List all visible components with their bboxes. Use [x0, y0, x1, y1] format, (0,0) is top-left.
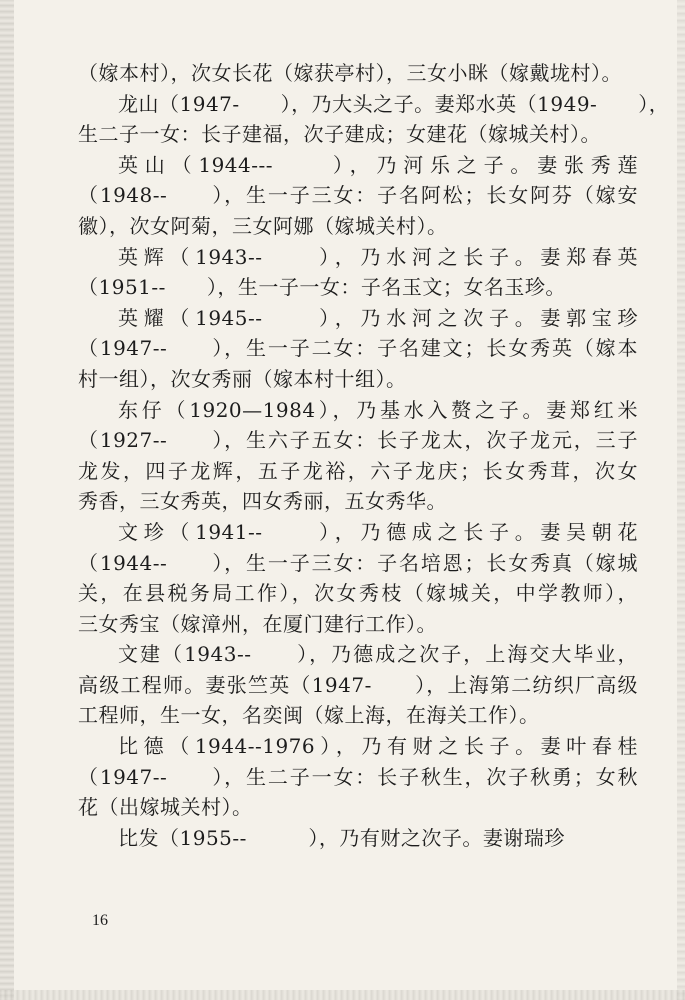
paragraph	[78, 89, 670, 150]
scan-edge-bottom	[0, 990, 685, 1000]
scan-edge-right	[677, 0, 685, 1000]
page-number: 16	[92, 912, 108, 929]
text-line: （1948-- ），生一子三女：子名阿松；长女阿芬（嫁安	[78, 183, 638, 208]
text-line: （1951-- ），生一子一女：子名玉文；女名玉珍。	[78, 275, 566, 300]
text-line: 英山（1944--- ），乃河乐之子。妻张秀莲	[118, 152, 638, 177]
text-line: 高级工程师。妻张竺英（1947- ），上海第二纺织厂高级	[78, 672, 638, 697]
paragraph	[78, 395, 638, 517]
text-line: 龙山（1947- ），乃大头之子。妻郑水英（1949- ），	[118, 91, 670, 116]
text-line: 英耀（1945-- ），乃水河之次子。妻郭宝珍	[118, 305, 638, 330]
paragraph	[78, 242, 638, 303]
text-line: 工程师，生一女，名奕闽（嫁上海，在海关工作）。	[78, 703, 540, 728]
text-line: （1944-- ），生一子三女：子名培恩；长女秀真（嫁城	[78, 550, 638, 575]
text-line: 文珍（1941-- ），乃德成之长子。妻吴朝花	[118, 519, 638, 544]
paragraph	[78, 58, 638, 89]
text-line: 徽），次女阿菊，三女阿娜（嫁城关村）。	[78, 213, 448, 238]
text-line: （1927-- ），生六子五女：长子龙太，次子龙元，三子	[78, 428, 638, 453]
paragraph	[78, 150, 638, 242]
paragraph	[78, 731, 638, 823]
text-line: 英辉（1943-- ），乃水河之长子。妻郑春英	[118, 244, 638, 269]
text-line: 村一组），次女秀丽（嫁本村十组）。	[78, 366, 407, 391]
text-line: 比发（1955-- ），乃有财之次子。妻谢瑞珍	[118, 825, 565, 850]
text-line: 秀香，三女秀英，四女秀丽，五女秀华。	[78, 489, 447, 514]
text-line: （嫁本村），次女长花（嫁获亭村），三女小眯（嫁戴垅村）。	[78, 61, 622, 85]
text-line: （1947-- ），生二子一女：长子秋生，次子秋勇；女秋	[78, 764, 638, 789]
text-line: 比德（1944--1976），乃有财之长子。妻叶春桂	[118, 734, 638, 759]
paragraph	[78, 303, 638, 395]
scan-edge-left	[0, 0, 14, 1000]
text-line: 东仔（1920—1984），乃基水入赘之子。妻郑红米	[118, 397, 638, 422]
paragraph	[78, 823, 638, 854]
text-line: 生二子一女：长子建福，次子建成；女建花（嫁城关村）。	[78, 122, 601, 147]
text-line: 花（出嫁城关村）。	[78, 795, 253, 820]
text-line: （1947-- ），生一子二女：子名建文；长女秀英（嫁本	[78, 336, 638, 361]
paragraph	[78, 639, 638, 731]
text-line: 文建（1943-- ），乃德成之次子，上海交大毕业，	[118, 642, 638, 667]
text-line: 三女秀宝（嫁漳州，在厦门建行工作）。	[78, 611, 437, 636]
genealogy-text-body	[78, 58, 670, 853]
text-line: 关，在县税务局工作），次女秀枝（嫁城关，中学教师），	[78, 581, 638, 606]
paragraph	[78, 517, 638, 639]
text-line: 龙发，四子龙辉，五子龙裕，六子龙庆；长女秀茸，次女	[78, 458, 638, 483]
